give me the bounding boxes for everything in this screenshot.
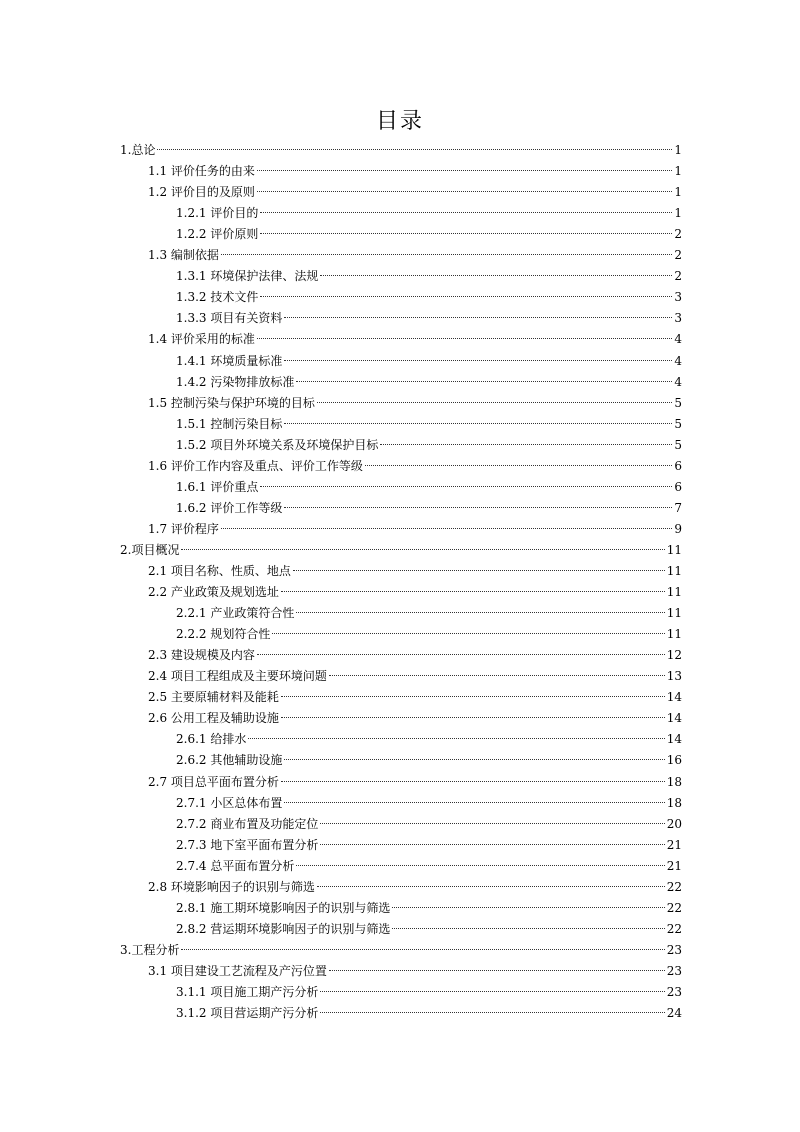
toc-dot-leader [329, 970, 665, 971]
toc-entry-page: 7 [674, 500, 682, 515]
toc-entry[interactable] [176, 203, 682, 223]
toc-dot-leader [392, 928, 664, 929]
toc-dot-leader [296, 381, 672, 382]
toc-entry-page: 11 [666, 585, 682, 600]
toc-dot-leader [157, 149, 672, 150]
toc-entry-label: 1.6 评价工作内容及重点、评价工作等级 [148, 458, 363, 473]
toc-entry-page: 23 [666, 942, 682, 957]
toc-entry-page: 22 [666, 900, 682, 915]
toc-entry[interactable] [148, 877, 682, 897]
toc-entry-label: 2.8 环境影响因子的识别与筛选 [148, 879, 315, 894]
toc-entry[interactable] [148, 182, 682, 202]
toc-entry-page: 1 [674, 143, 682, 157]
toc-entry-page: 14 [666, 711, 682, 726]
toc-entry-page: 14 [666, 732, 682, 747]
toc-entry-page: 16 [666, 753, 682, 768]
toc-dot-leader [260, 212, 672, 213]
toc-entry-page: 2 [674, 227, 682, 242]
toc-entry-page: 1 [674, 206, 682, 221]
toc-entry-label: 1.4 评价采用的标准 [148, 332, 255, 347]
toc-entry-page: 18 [666, 795, 682, 810]
toc-title: 目录 [375, 109, 424, 134]
toc-entry-page: 20 [666, 816, 682, 831]
toc-entry-label: 2.5 主要原辅材料及能耗 [148, 690, 279, 705]
toc-entry-page: 6 [674, 458, 682, 473]
toc-dot-leader [284, 423, 672, 424]
toc-dot-leader [365, 465, 672, 466]
toc-entry[interactable] [176, 919, 682, 939]
toc-dot-leader [284, 317, 672, 318]
toc-dot-leader [284, 507, 672, 508]
toc-entry-label: 2.2.1 产业政策符合性 [176, 606, 295, 621]
toc-entry-label: 2.4 项目工程组成及主要环境问题 [148, 669, 327, 684]
toc-entry[interactable] [176, 351, 682, 371]
toc-entry[interactable] [176, 1003, 682, 1023]
toc-dot-leader [257, 654, 665, 655]
toc-dot-leader [284, 802, 664, 803]
toc-entry-label: 1.3 编制依据 [148, 248, 219, 263]
toc-entry[interactable] [176, 414, 682, 434]
toc-dot-leader [248, 738, 664, 739]
toc-entry-page: 9 [674, 521, 682, 536]
toc-entry[interactable] [148, 666, 682, 686]
toc-entry-page: 5 [674, 416, 682, 431]
toc-entry-label: 2.项目概况 [120, 542, 180, 557]
toc-dot-leader [320, 1012, 664, 1013]
toc-entry-label: 1.6.1 评价重点 [176, 479, 259, 494]
toc-entry[interactable] [148, 561, 682, 581]
toc-entry[interactable] [148, 519, 682, 539]
toc-entry[interactable] [176, 624, 682, 644]
toc-entry-page: 21 [666, 837, 682, 852]
toc-dot-leader [296, 865, 664, 866]
toc-entry-label: 3.工程分析 [120, 942, 180, 957]
toc-entry-page: 4 [674, 332, 682, 347]
toc-entry[interactable] [120, 140, 682, 160]
toc-dot-leader [320, 823, 664, 824]
toc-entry[interactable] [176, 898, 682, 918]
toc-dot-leader [257, 191, 672, 192]
toc-entry-label: 3.1 项目建设工艺流程及产污位置 [148, 963, 327, 978]
toc-dot-leader [260, 486, 672, 487]
toc-entry-page: 4 [674, 353, 682, 368]
toc-entry-page: 5 [674, 437, 682, 452]
toc-entry[interactable] [148, 456, 682, 476]
toc-entry-page: 4 [674, 374, 682, 389]
toc-entry-label: 1.3.2 技术文件 [176, 290, 259, 305]
toc-entry[interactable] [176, 793, 682, 813]
toc-entry-label: 1.5 控制污染与保护环境的目标 [148, 395, 315, 410]
toc-entry-page: 18 [666, 774, 682, 789]
toc-dot-leader [272, 633, 664, 634]
toc-entry-label: 1.3.1 环境保护法律、法规 [176, 269, 319, 284]
toc-dot-leader [281, 696, 665, 697]
toc-dot-leader [293, 570, 665, 571]
toc-entry[interactable] [148, 245, 682, 265]
toc-entry-page: 11 [666, 564, 682, 578]
toc-entry[interactable] [176, 372, 682, 392]
toc-entry[interactable] [176, 603, 682, 623]
toc-entry-page: 2 [674, 269, 682, 284]
toc-entry-page: 12 [666, 648, 682, 663]
toc-entry-label: 2.8.2 营运期环境影响因子的识别与筛选 [176, 921, 391, 936]
toc-entry-label: 2.3 建设规模及内容 [148, 648, 255, 663]
toc-entry[interactable] [176, 835, 682, 855]
toc-dot-leader [257, 170, 672, 171]
toc-entry-page: 3 [674, 290, 682, 305]
toc-entry-label: 2.8.1 施工期环境影响因子的识别与筛选 [176, 900, 391, 915]
toc-dot-leader [284, 360, 672, 361]
toc-entry-page: 2 [674, 248, 682, 263]
toc-dot-leader [320, 275, 672, 276]
toc-entry[interactable] [176, 729, 682, 749]
toc-dot-leader [260, 296, 672, 297]
toc-dot-leader [320, 991, 664, 992]
toc-entry-label: 2.6.2 其他辅助设施 [176, 753, 283, 768]
toc-entry[interactable] [176, 477, 682, 497]
toc-entry[interactable] [120, 540, 682, 560]
toc-dot-leader [317, 886, 665, 887]
toc-dot-leader [181, 949, 664, 950]
toc-entry[interactable] [176, 982, 682, 1002]
toc-entry-page: 11 [666, 606, 682, 621]
toc-entry-label: 1.4.1 环境质量标准 [176, 353, 283, 368]
toc-entry-label: 1.4.2 污染物排放标准 [176, 374, 295, 389]
toc-entry-label: 1.5.2 项目外环境关系及环境保护目标 [176, 437, 379, 452]
toc-entry-label: 1.2 评价目的及原则 [148, 185, 255, 200]
toc-dot-leader [257, 338, 672, 339]
toc-entry[interactable] [148, 161, 682, 181]
toc-entry-label: 2.6.1 给排水 [176, 732, 247, 747]
toc-dot-leader [380, 444, 672, 445]
toc-entry-label: 1.6.2 评价工作等级 [176, 500, 283, 515]
toc-entry[interactable] [148, 645, 682, 665]
toc-dot-leader [284, 759, 664, 760]
toc-entry[interactable] [176, 498, 682, 518]
toc-entry[interactable] [176, 224, 682, 244]
toc-entry[interactable] [148, 582, 682, 602]
toc-entry[interactable] [176, 287, 682, 307]
toc-entry-page: 5 [674, 395, 682, 410]
toc-entry-page: 21 [666, 858, 682, 873]
toc-entry[interactable] [148, 687, 682, 707]
toc-dot-leader [221, 254, 672, 255]
toc-entry-label: 2.6 公用工程及辅助设施 [148, 711, 279, 726]
toc-entry[interactable] [148, 393, 682, 413]
toc-dot-leader [392, 907, 664, 908]
toc-entry[interactable] [148, 961, 682, 981]
toc-entry-label: 2.7 项目总平面布置分析 [148, 774, 279, 789]
toc-entry-label: 1.总论 [120, 143, 156, 157]
toc-entry-page: 11 [666, 627, 682, 642]
toc-entry-label: 2.1 项目名称、性质、地点 [148, 564, 291, 578]
toc-entry-page: 23 [666, 985, 682, 999]
toc-entry-page: 22 [666, 879, 682, 894]
toc-entry[interactable] [176, 750, 682, 770]
toc-dot-leader [281, 717, 665, 718]
toc-dot-leader [329, 675, 665, 676]
toc-entry[interactable] [148, 708, 682, 728]
toc-entry-label: 2.7.1 小区总体布置 [176, 795, 283, 810]
toc-entry-label: 1.2.1 评价目的 [176, 206, 259, 221]
toc-entry-label: 2.2 产业政策及规划选址 [148, 585, 279, 600]
toc-entry-page: 1 [674, 164, 682, 179]
toc-entry-label: 2.7.4 总平面布置分析 [176, 858, 295, 873]
toc-dot-leader [281, 591, 665, 592]
toc-entry-label: 1.7 评价程序 [148, 521, 219, 536]
toc-dot-leader [317, 402, 672, 403]
toc-entry-label: 1.2.2 评价原则 [176, 227, 259, 242]
toc-entry-label: 2.7.2 商业布置及功能定位 [176, 816, 319, 831]
toc-dot-leader [181, 549, 664, 550]
toc-entry[interactable] [176, 856, 682, 876]
toc-dot-leader [320, 844, 664, 845]
toc-entry-label: 3.1.1 项目施工期产污分析 [176, 985, 319, 999]
toc-dot-leader [296, 612, 664, 613]
toc-entry-label: 1.1 评价任务的由来 [148, 164, 255, 179]
toc-entry-page: 22 [666, 921, 682, 936]
toc-entry[interactable] [176, 814, 682, 834]
toc-entry[interactable] [120, 940, 682, 960]
toc-entry-page: 3 [674, 311, 682, 326]
toc-entry-label: 3.1.2 项目营运期产污分析 [176, 1006, 319, 1021]
toc-entry-label: 2.2.2 规划符合性 [176, 627, 271, 642]
toc-entry-label: 1.3.3 项目有关资料 [176, 311, 283, 326]
toc-entry[interactable] [148, 329, 682, 349]
toc-entry[interactable] [148, 772, 682, 792]
toc-entry-page: 13 [666, 669, 682, 684]
toc-entry-page: 11 [666, 542, 682, 557]
toc-entry[interactable] [176, 266, 682, 286]
toc-entry-label: 1.5.1 控制污染目标 [176, 416, 283, 431]
toc-entry-page: 23 [666, 963, 682, 978]
toc-entry[interactable] [176, 308, 682, 328]
toc-entry-page: 14 [666, 690, 682, 705]
toc-dot-leader [260, 233, 672, 234]
toc-entry-label: 2.7.3 地下室平面布置分析 [176, 837, 319, 852]
toc-entry-page: 24 [666, 1006, 682, 1021]
toc-entry-page: 1 [674, 185, 682, 200]
toc-dot-leader [221, 528, 672, 529]
toc-entry-page: 6 [674, 479, 682, 494]
toc-dot-leader [281, 781, 665, 782]
toc-entry[interactable] [176, 435, 682, 455]
